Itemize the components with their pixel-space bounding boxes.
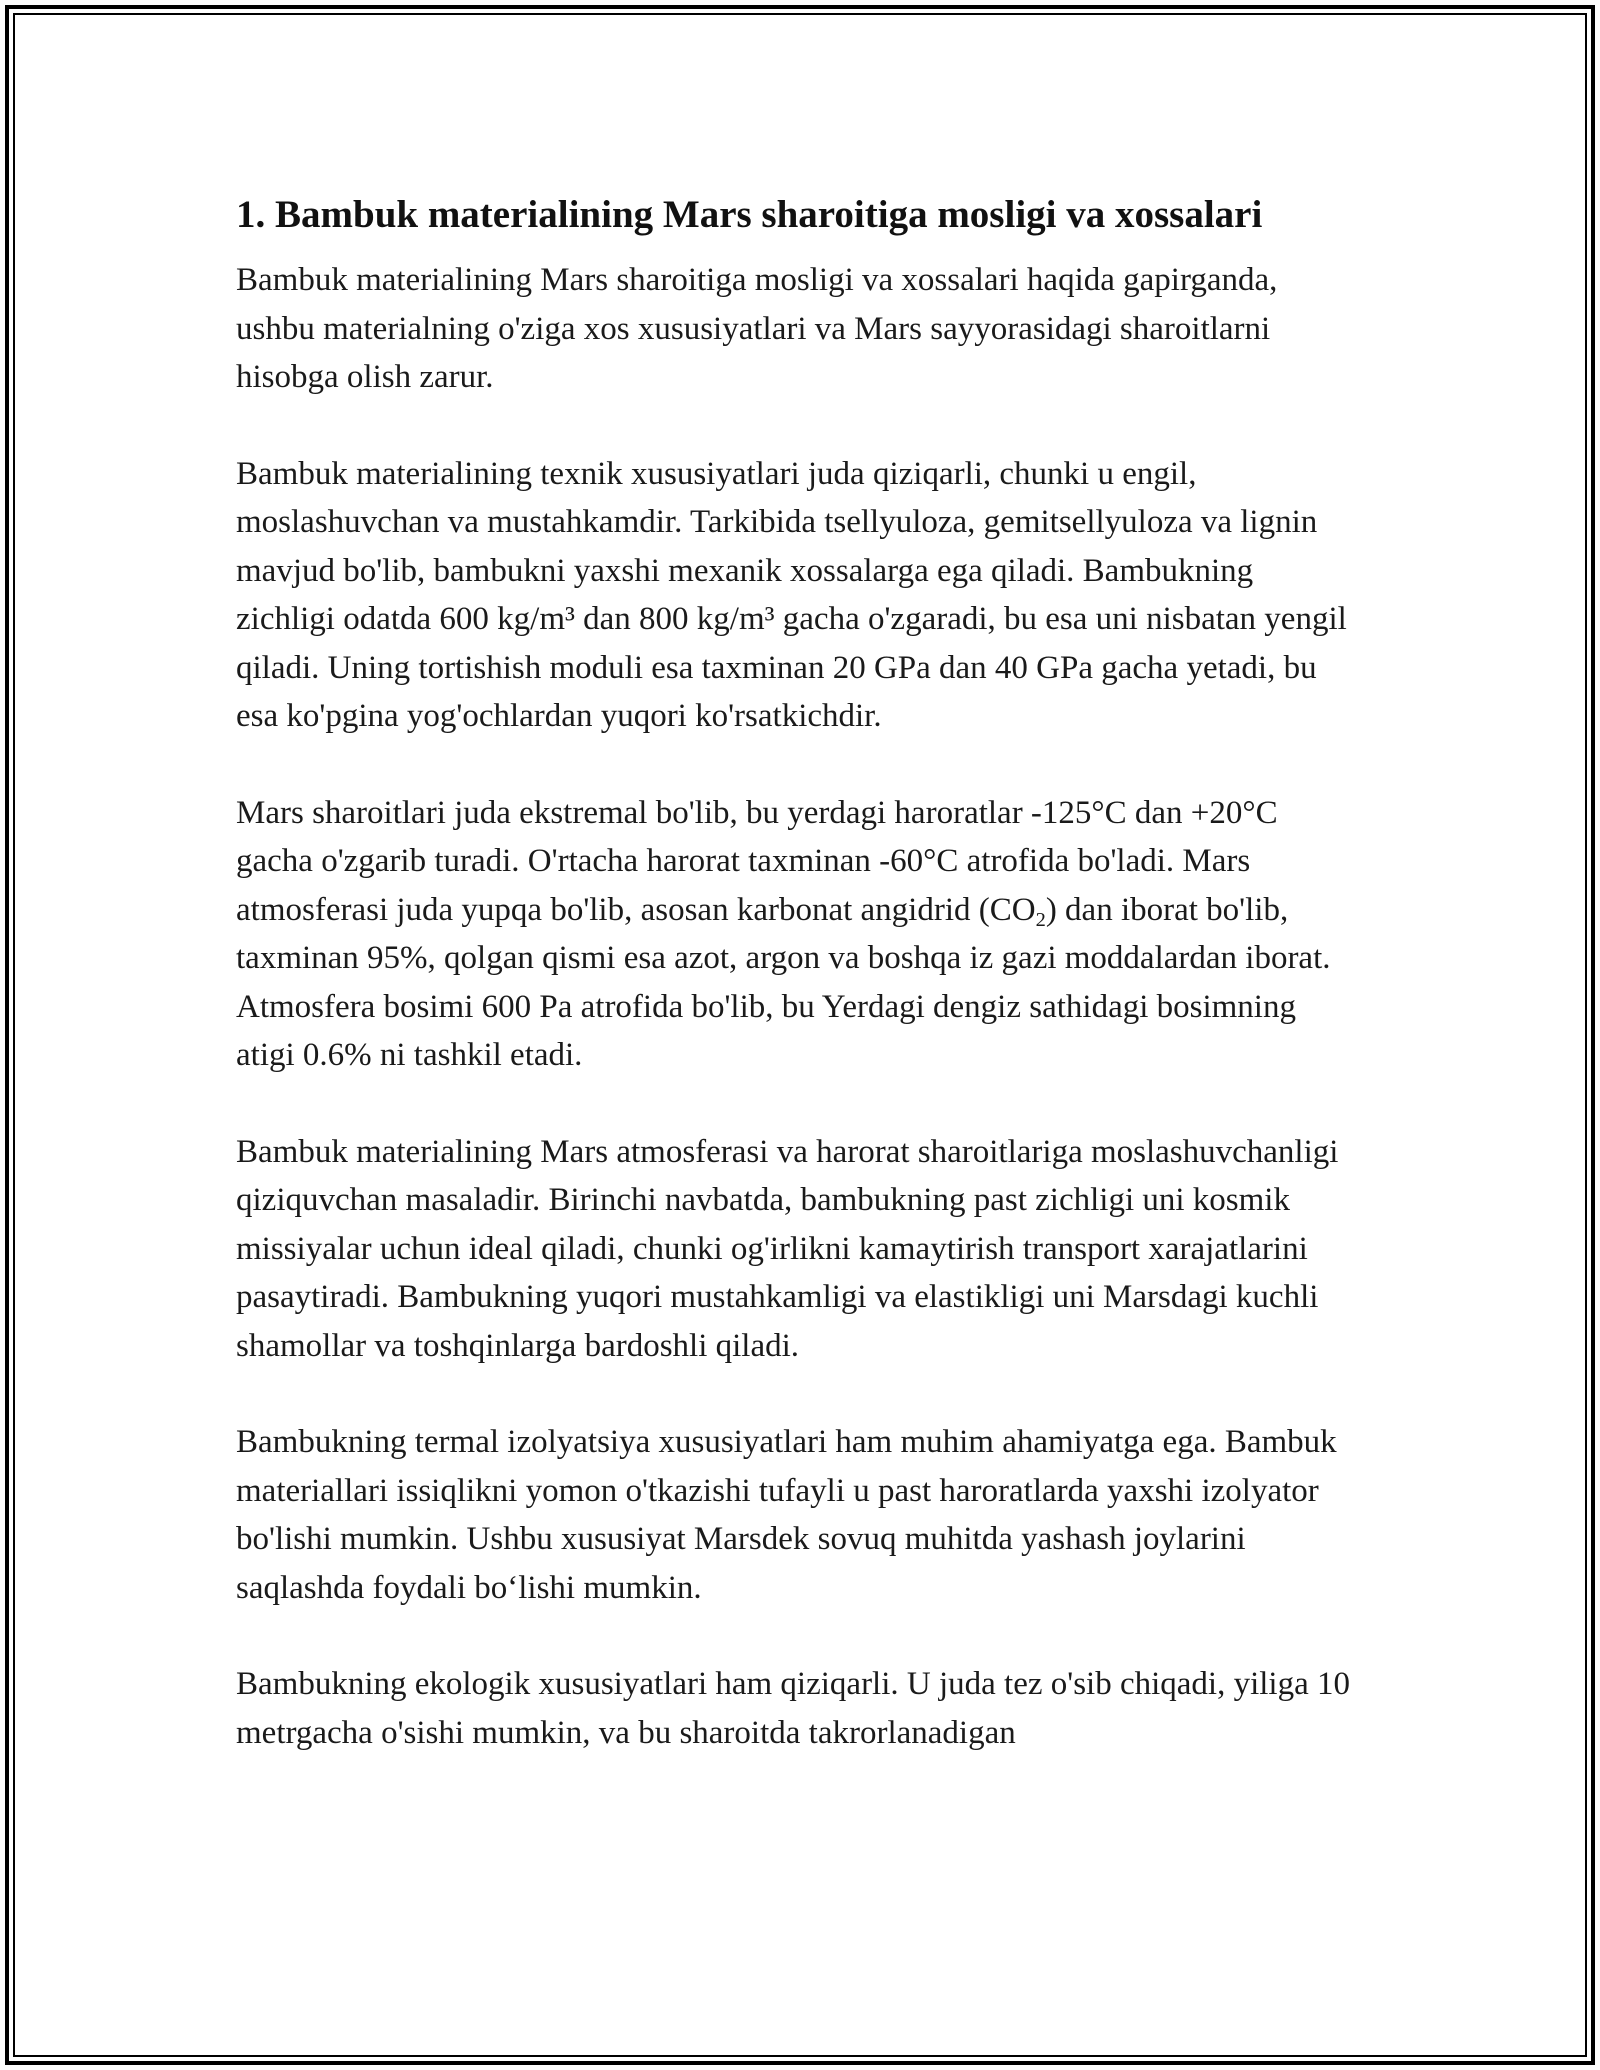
paragraph-intro: Bambuk materialining Mars sharoitiga mosligi va xossalari haqida gapirganda, ushbu materialning o'ziga xos xususiyatlari va Mars sayyorasidagi sharoitlarni hisobga olish zarur. [236, 262, 1278, 395]
paragraph-technical-properties: Bambuk materialining texnik xususiyatlari juda qiziqarli, chunki u engil, moslashuvchan va mustahkamdir. Tarkibida tsellyuloza, gemitsellyuloza va lignin mavjud bo'lib, bambukni yaxshi mexanik xossalarga ega qiladi. Bambukning zichligi odatda 600 kg/m³ dan 800 kg/m³ gacha o'zgaradi, bu esa uni nisbatan yengil qiladi. Uning tortishish moduli esa taxminan 20 GPa dan 40 GPa gacha yetadi, bu esa ko'pgina yog'ochlardan yuqori ko'rsatkichdir. [236, 455, 1347, 734]
section-heading: 1. Bambuk materialining Mars sharoitiga mosligi va xossalari [236, 193, 1263, 236]
paragraph-mars-conditions-text-a: Mars sharoitlari juda ekstremal bo'lib, bu yerdagi haroratlar -125°C dan +20°C gacha o'zgarib turadi. O'rtacha harorat taxminan -60°C atrofida bo'ladi. Mars atmosferasi juda yupqa bo'lib, asosan karbonat angidrid (CO [236, 794, 1278, 928]
document-body [236, 188, 1360, 1805]
paragraph-mars-conditions [236, 789, 1360, 1080]
co2-subscript: 2 [1035, 908, 1046, 931]
paragraph-mars-conditions-text-b: ) dan iborat bo'lib, taxminan 95%, qolgan qismi esa azot, argon va boshqa iz gazi moddalardan iborat. Atmosfera bosimi 600 Pa atrofida bo'lib, bu Yerdagi dengiz sathidagi bosimning atigi 0.6% ni tashkil etadi. [236, 891, 1331, 1073]
paragraph-ecological-properties: Bambukning ekologik xususiyatlari ham qiziqarli. U juda tez o'sib chiqadi, yiliga 10 metrgacha o'sishi mumkin, va bu sharoitda takrorlanadigan [236, 1666, 1350, 1751]
paragraph-thermal-insulation: Bambukning termal izolyatsiya xususiyatlari ham muhim ahamiyatga ega. Bambuk materiallari issiqlikni yomon o'tkazishi tufayli u past haroratlarda yaxshi izolyator bo'lishi mumkin. Ushbu xususiyat Marsdek sovuq muhitda yashash joylarini saqlashda foydali bo‘lishi mumkin. [236, 1424, 1337, 1606]
paragraph-adaptability: Bambuk materialining Mars atmosferasi va harorat sharoitlariga moslashuvchanligi qiziquvchan masaladir. Birinchi navbatda, bambukning past zichligi uni kosmik missiyalar uchun ideal qiladi, chunki og'irlikni kamaytirish transport xarajatlarini pasaytiradi. Bambukning yuqori mustahkamligi va elastikligi uni Marsdagi kuchli shamollar va toshqinlarga bardoshli qiladi. [236, 1133, 1339, 1364]
